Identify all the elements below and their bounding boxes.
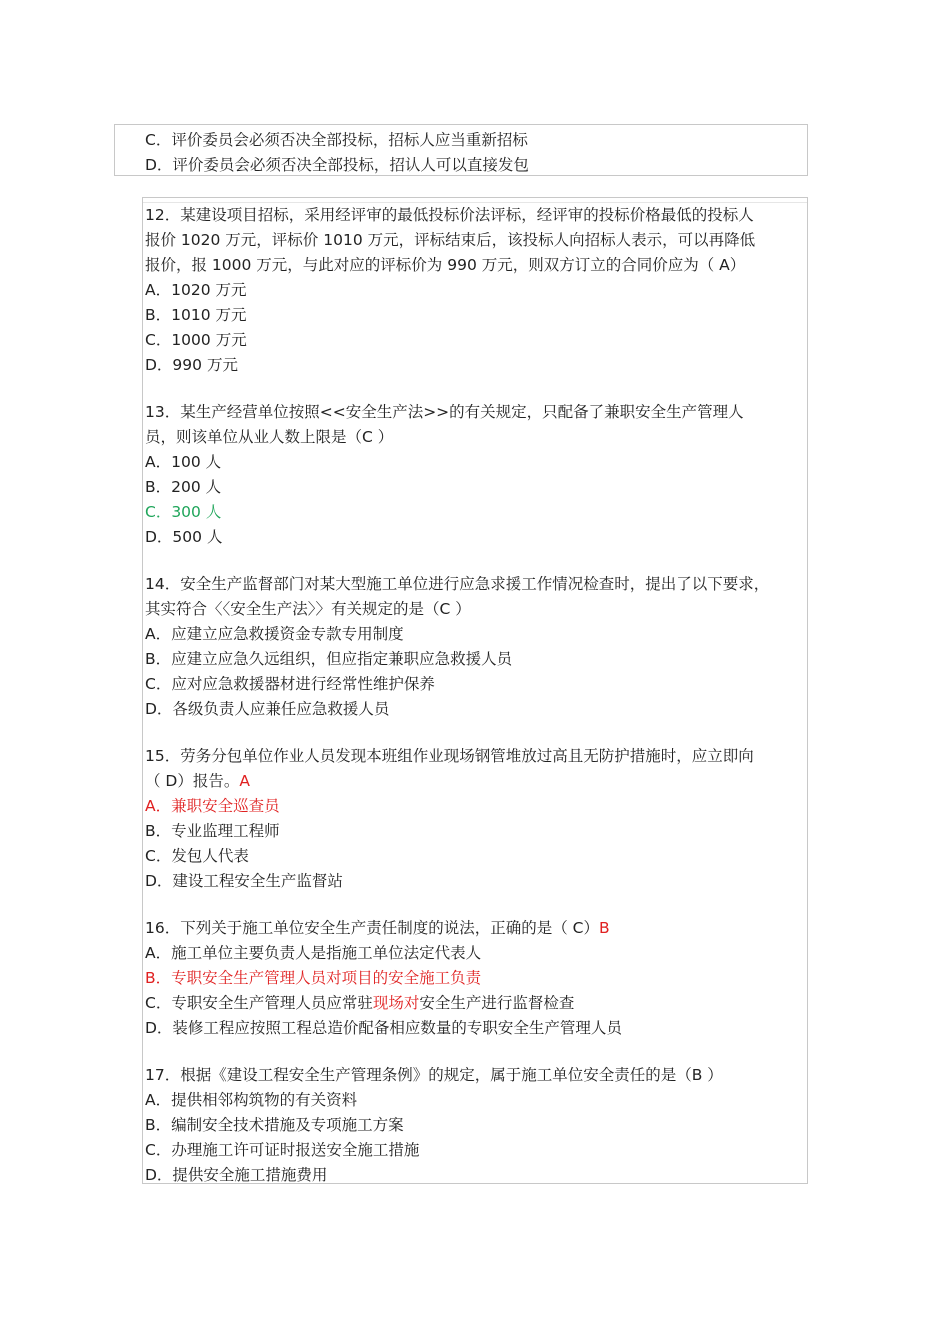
q11-option-d: D．评价委员会必须否决全部投标，招认人可以直接发包 (145, 156, 529, 174)
q15-stem-text: （ D）报告。 (145, 772, 240, 790)
q16-option-a: A．施工单位主要负责人是指施工单位法定代表人 (145, 944, 482, 962)
q12-stem-line-2: 报价 1020 万元，评标价 1010 万元，评标结束后，该投标人向招标人表示，可以再降低 (145, 231, 756, 249)
q13-option-c-correct: C．300 人 (145, 503, 222, 521)
q15-option-b: B．专业监理工程师 (145, 822, 280, 840)
q12-option-c: C．1000 万元 (145, 331, 247, 349)
box-inner-rule (143, 202, 807, 203)
q17-option-b: B．编制安全技术措施及专项施工方案 (145, 1116, 404, 1134)
q13-option-d: D．500 人 (145, 528, 223, 546)
q17-option-c: C．办理施工许可证时报送安全施工措施 (145, 1141, 420, 1159)
q16-option-c-before: C．专职安全生产管理人员应常驻 (145, 994, 373, 1012)
q13-option-a: A．100 人 (145, 453, 222, 471)
q14-option-b: B．应建立应急久远组织，但应指定兼职应急救援人员 (145, 650, 513, 668)
q15-option-d: D．建设工程安全生产监督站 (145, 872, 343, 890)
q15-option-c: C．发包人代表 (145, 847, 249, 865)
q12-stem-line-1: 12．某建设项目招标，采用经评审的最低投标价法评标，经评审的投标价格最低的投标人 (145, 206, 754, 224)
q16-stem-line-1 (145, 917, 610, 939)
q17-stem-line-1: 17．根据《建设工程安全生产管理条例》的规定，属于施工单位安全责任的是（B ） (145, 1066, 723, 1084)
q15-stem-line-2 (145, 770, 250, 792)
q12-option-b: B．1010 万元 (145, 306, 247, 324)
q16-option-c-highlight: 现场对 (372, 994, 420, 1012)
q11-option-c: C．评价委员会必须否决全部投标，招标人应当重新招标 (145, 131, 528, 149)
q15-option-a-highlighted: A．兼职安全巡查员 (145, 797, 280, 815)
q15-answer-mark: A (239, 772, 250, 790)
q16-option-b-highlighted: B．专职安全生产管理人员对项目的安全施工负责 (145, 969, 482, 987)
q12-stem-line-3: 报价，报 1000 万元，与此对应的评标价为 990 万元，则双方订立的合同价应为（ A） (145, 256, 746, 274)
q12-option-a: A．1020 万元 (145, 281, 247, 299)
q13-stem-line-1: 13．某生产经营单位按照<<安全生产法>>的有关规定，只配备了兼职安全生产管理人 (145, 403, 744, 421)
q13-stem-line-2: 员，则该单位从业人数上限是（C ） (145, 428, 394, 446)
q14-stem-line-1: 14．安全生产监督部门对某大型施工单位进行应急求援工作情况检查时，提出了以下要求， (145, 575, 770, 593)
q14-stem-line-2: 其实符合〈〈安全生产法〉〉有关规定的是（C ） (145, 600, 471, 618)
q12-option-d: D．990 万元 (145, 356, 238, 374)
q17-option-d: D．提供安全施工措施费用 (145, 1166, 328, 1184)
q16-option-d: D．装修工程应按照工程总造价配备相应数量的专职安全生产管理人员 (145, 1019, 622, 1037)
q14-option-a: A．应建立应急救援资金专款专用制度 (145, 625, 404, 643)
q13-option-b: B．200 人 (145, 478, 222, 496)
q14-option-d: D．各级负责人应兼任应急救援人员 (145, 700, 390, 718)
q16-stem-text: 16．下列关于施工单位安全生产责任制度的说法，正确的是（ C） (145, 919, 599, 937)
q17-option-a: A．提供相邻构筑物的有关资料 (145, 1091, 358, 1109)
q14-option-c: C．应对应急救援器材进行经常性维护保养 (145, 675, 435, 693)
q16-option-c (145, 992, 574, 1014)
q15-stem-line-1: 15．劳务分包单位作业人员发现本班组作业现场钢管堆放过高且无防护措施时，应立即向 (145, 747, 754, 765)
q16-answer-mark: B (598, 919, 610, 937)
q16-option-c-after: 安全生产进行监督检查 (419, 994, 575, 1012)
